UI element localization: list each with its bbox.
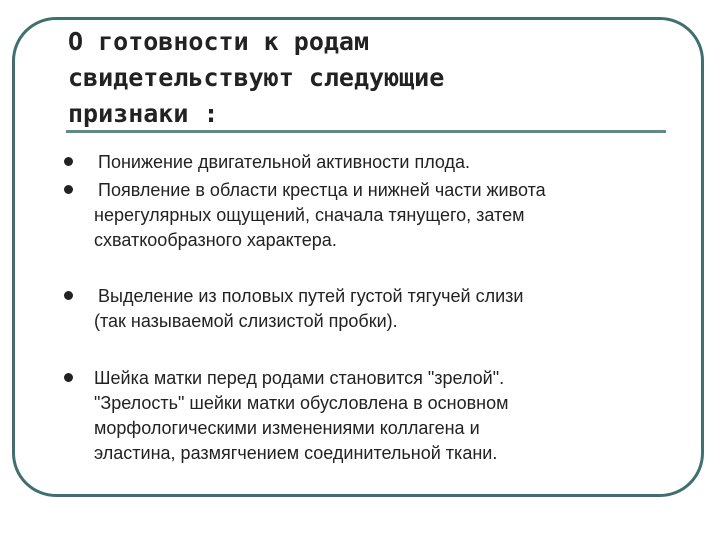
- title-divider: [66, 130, 666, 133]
- slide-title-line-3: признаки :: [68, 99, 219, 128]
- bullet-2-line-3: схваткообразного характера.: [94, 230, 337, 250]
- bullet-text-4: [94, 366, 664, 466]
- slide-title-line-2: свидетельствуют следующие: [68, 63, 445, 92]
- slide-title-line-1: О готовности к родам: [68, 27, 370, 56]
- bullet-1-line-1: Понижение двигательной активности плода.: [98, 152, 471, 172]
- bullet-dot-icon: [64, 291, 73, 300]
- bullet-dot-icon: [64, 157, 73, 166]
- bullet-4-line-2: "Зрелость" шейки матки обусловлена в основном: [94, 393, 509, 413]
- bullet-3-line-2: (так называемой слизистой пробки).: [94, 311, 398, 331]
- bullet-text-2: [94, 178, 664, 253]
- bullet-2-line-1: Появление в области крестца и нижней части живота: [98, 180, 546, 200]
- bullet-4-line-1: Шейка матки перед родами становится "зрелой".: [94, 368, 505, 388]
- slide-title: [68, 24, 628, 132]
- bullet-text-1: [94, 150, 668, 175]
- bullet-4-line-3: морфологическими изменениями коллагена и: [94, 418, 480, 438]
- bullet-text-3: [94, 284, 664, 334]
- bullet-4-line-4: эластина, размягчением соединительной ткани.: [94, 443, 498, 463]
- bullet-3-line-1: Выделение из половых путей густой тягучей слизи: [98, 286, 524, 306]
- bullet-dot-icon: [64, 373, 73, 382]
- bullet-2-line-2: нерегулярных ощущений, сначала тянущего, затем: [94, 205, 525, 225]
- bullet-dot-icon: [64, 185, 73, 194]
